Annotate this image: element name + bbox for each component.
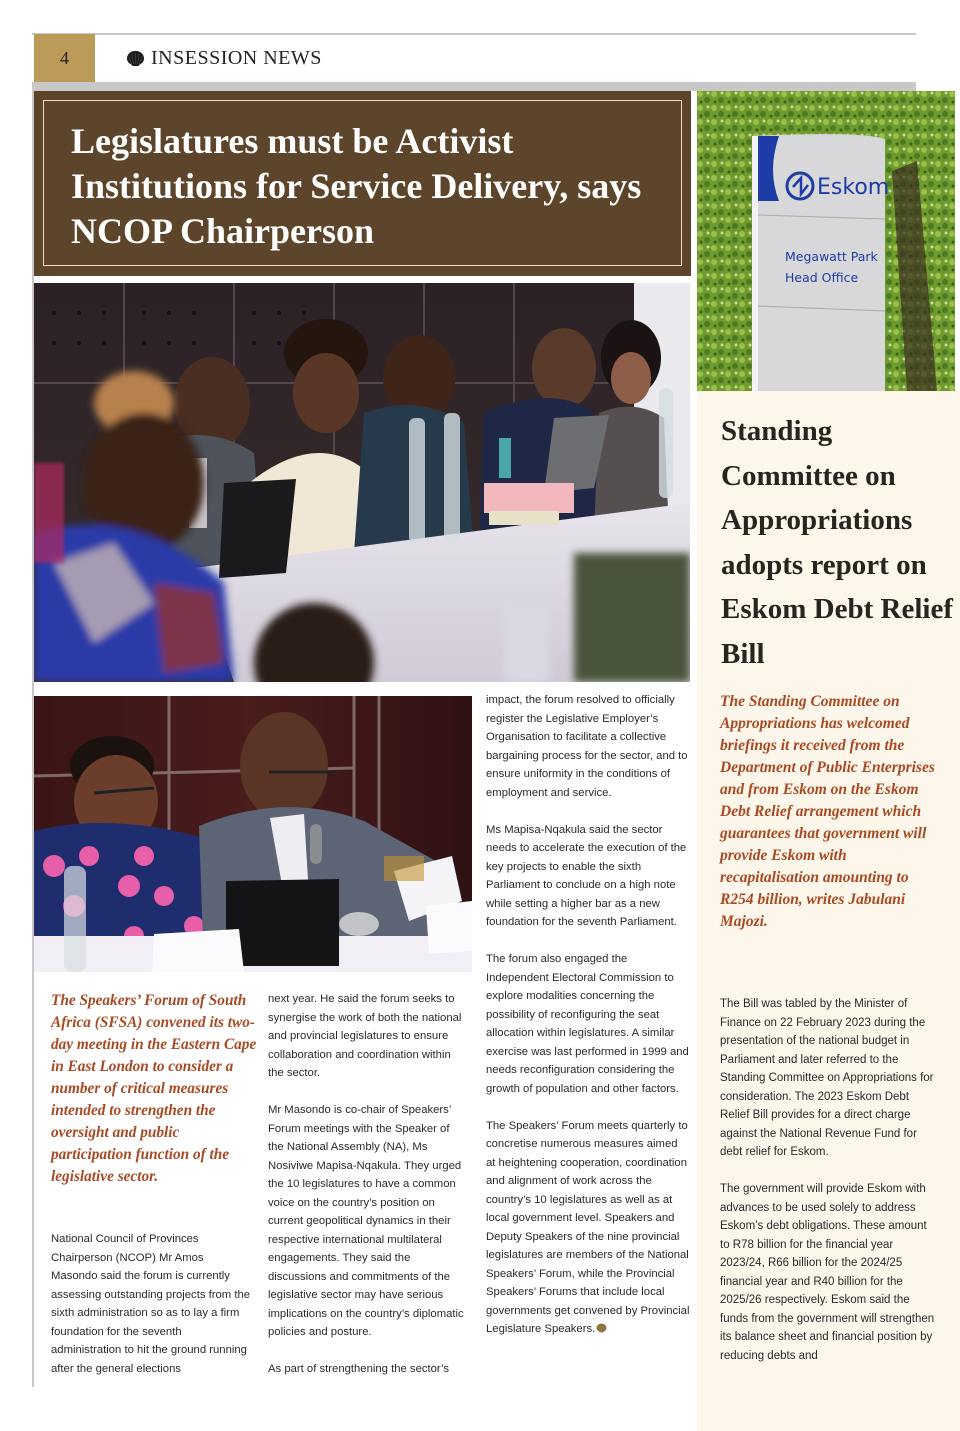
sidebar-intro: The Standing Committee on Appropriations has welcomed briefings it received from the Department of Public Enterprises and from Eskom on the Eskom Debt Relief arrangement which guarantees that government will provide Eskom with recapitalisation amounting to R254 billion, writes Jabulani Majozi.	[720, 693, 935, 930]
photo-chairperson-speaking	[34, 696, 472, 972]
top-rule	[32, 33, 916, 35]
masthead	[126, 47, 322, 70]
paragraph: Ms Mapisa-Nqakula said the sector needs to accelerate the execution of the key projects to enable the sixth Parliament to conclude on a high note while setting a higher bar as a new foundation for the seventh Parliament.	[486, 823, 687, 928]
main-headline: Legislatures must be Activist Institutions for Service Delivery, says NCOP Chairperson	[71, 121, 642, 251]
sidebar-body	[720, 995, 935, 1384]
svg-text:Head Office: Head Office	[785, 270, 859, 285]
paragraph: The government will provide Eskom with advances to be used solely to address Eskom’s debt obligations. These amount to R78 billion for the financial year 2023/24, R66 billion for the 2024/25 financial year and R40 billion for the 2025/26 respectively. Eskom said the funds from the government will strengthen its balance sheet and financial position by reducing debts and	[720, 1183, 935, 1362]
article-column-1	[51, 1230, 251, 1397]
paragraph: impact, the forum resolved to officially register the Legislative Employer’s Organisation to facilitate a collective bargaining process for the sector, and to ensure uniformity in the conditions of employment and service.	[486, 694, 688, 799]
header-band	[32, 82, 916, 91]
sidebar-headline: Standing Committee on Appropriations adopts report on Eskom Debt Relief Bill	[721, 415, 953, 670]
paragraph: As part of strengthening the sector’s	[268, 1363, 450, 1375]
paragraph	[486, 1117, 690, 1339]
photo-eskom-sign	[697, 91, 955, 391]
page-number-text: 4	[60, 47, 69, 68]
sidebar-article	[697, 391, 960, 1431]
article-column-3	[486, 691, 690, 1357]
shell-icon	[126, 50, 145, 67]
photo-committee-table	[34, 283, 690, 682]
paragraph: National Council of Provinces Chairperson (NCOP) Mr Amos Masondo said the forum is currently assessing outstanding projects from the sixth administration so as to lay a firm foundation for the seventh administration to hit the ground running after the general elections	[51, 1233, 251, 1375]
paragraph: Mr Masondo is co-chair of Speakers’ Forum meetings with the Speaker of the National Assembly (NA), Ms Nosiviwe Mapisa-Nqakula. They urged the 10 legislatures to have a common voice on the country’s position on current geopolitical dynamics in their respective international multilateral engagements. They said the discussions and commitments of the legislative sector may have serious implications on the country’s diplomatic policies and posture.	[268, 1104, 464, 1338]
paragraph: The forum also engaged the Independent Electoral Commission to explore modalities concerning the possibility of reconfiguring the seat allocation within legislatures. A similar exercise was last performed in 1999 and needs reconfiguration considering the growth of population and other factors.	[486, 953, 689, 1095]
paragraph: The Bill was tabled by the Minister of Finance on 22 February 2023 during the presentation of the national budget in Parliament and later referred to the Standing Committee on Appropriations for consideration. The 2023 Eskom Debt Relief Bill provides for a direct charge against the National Revenue Fund for debt relief for Eskom.	[720, 998, 934, 1158]
paragraph: next year. He said the forum seeks to synergise the work of both the national and provincial legislatures to ensure collaboration and coordination within the sector.	[268, 993, 462, 1079]
shell-end-icon	[596, 1321, 607, 1331]
page-number	[34, 34, 95, 82]
headline-box	[34, 91, 691, 276]
svg-text:Megawatt Park: Megawatt Park	[785, 249, 878, 264]
article-intro: The Speakers’ Forum of South Africa (SFSA) convened its two-day meeting in the Eastern Cape in East London to consider a number of critical measures intended to strengthen the oversight and public participation function of the legislative sector.	[51, 992, 257, 1185]
paragraph-text: The Speakers’ Forum meets quarterly to concretise numerous measures aimed at heightening cooperation, coordination and alignment of work across the country’s 10 legislatures as well as at local government level. Speakers and Deputy Speakers of the nine provincial legislatures are members of the National Speakers’ Forum, while the Provincial Speakers’ Forums that include local governments get convened by Provincial Legislature Speakers.	[486, 1119, 690, 1335]
svg-text:Eskom: Eskom	[817, 175, 890, 200]
publication-name: INSESSION NEWS	[151, 47, 322, 69]
article-column-2	[268, 990, 468, 1397]
